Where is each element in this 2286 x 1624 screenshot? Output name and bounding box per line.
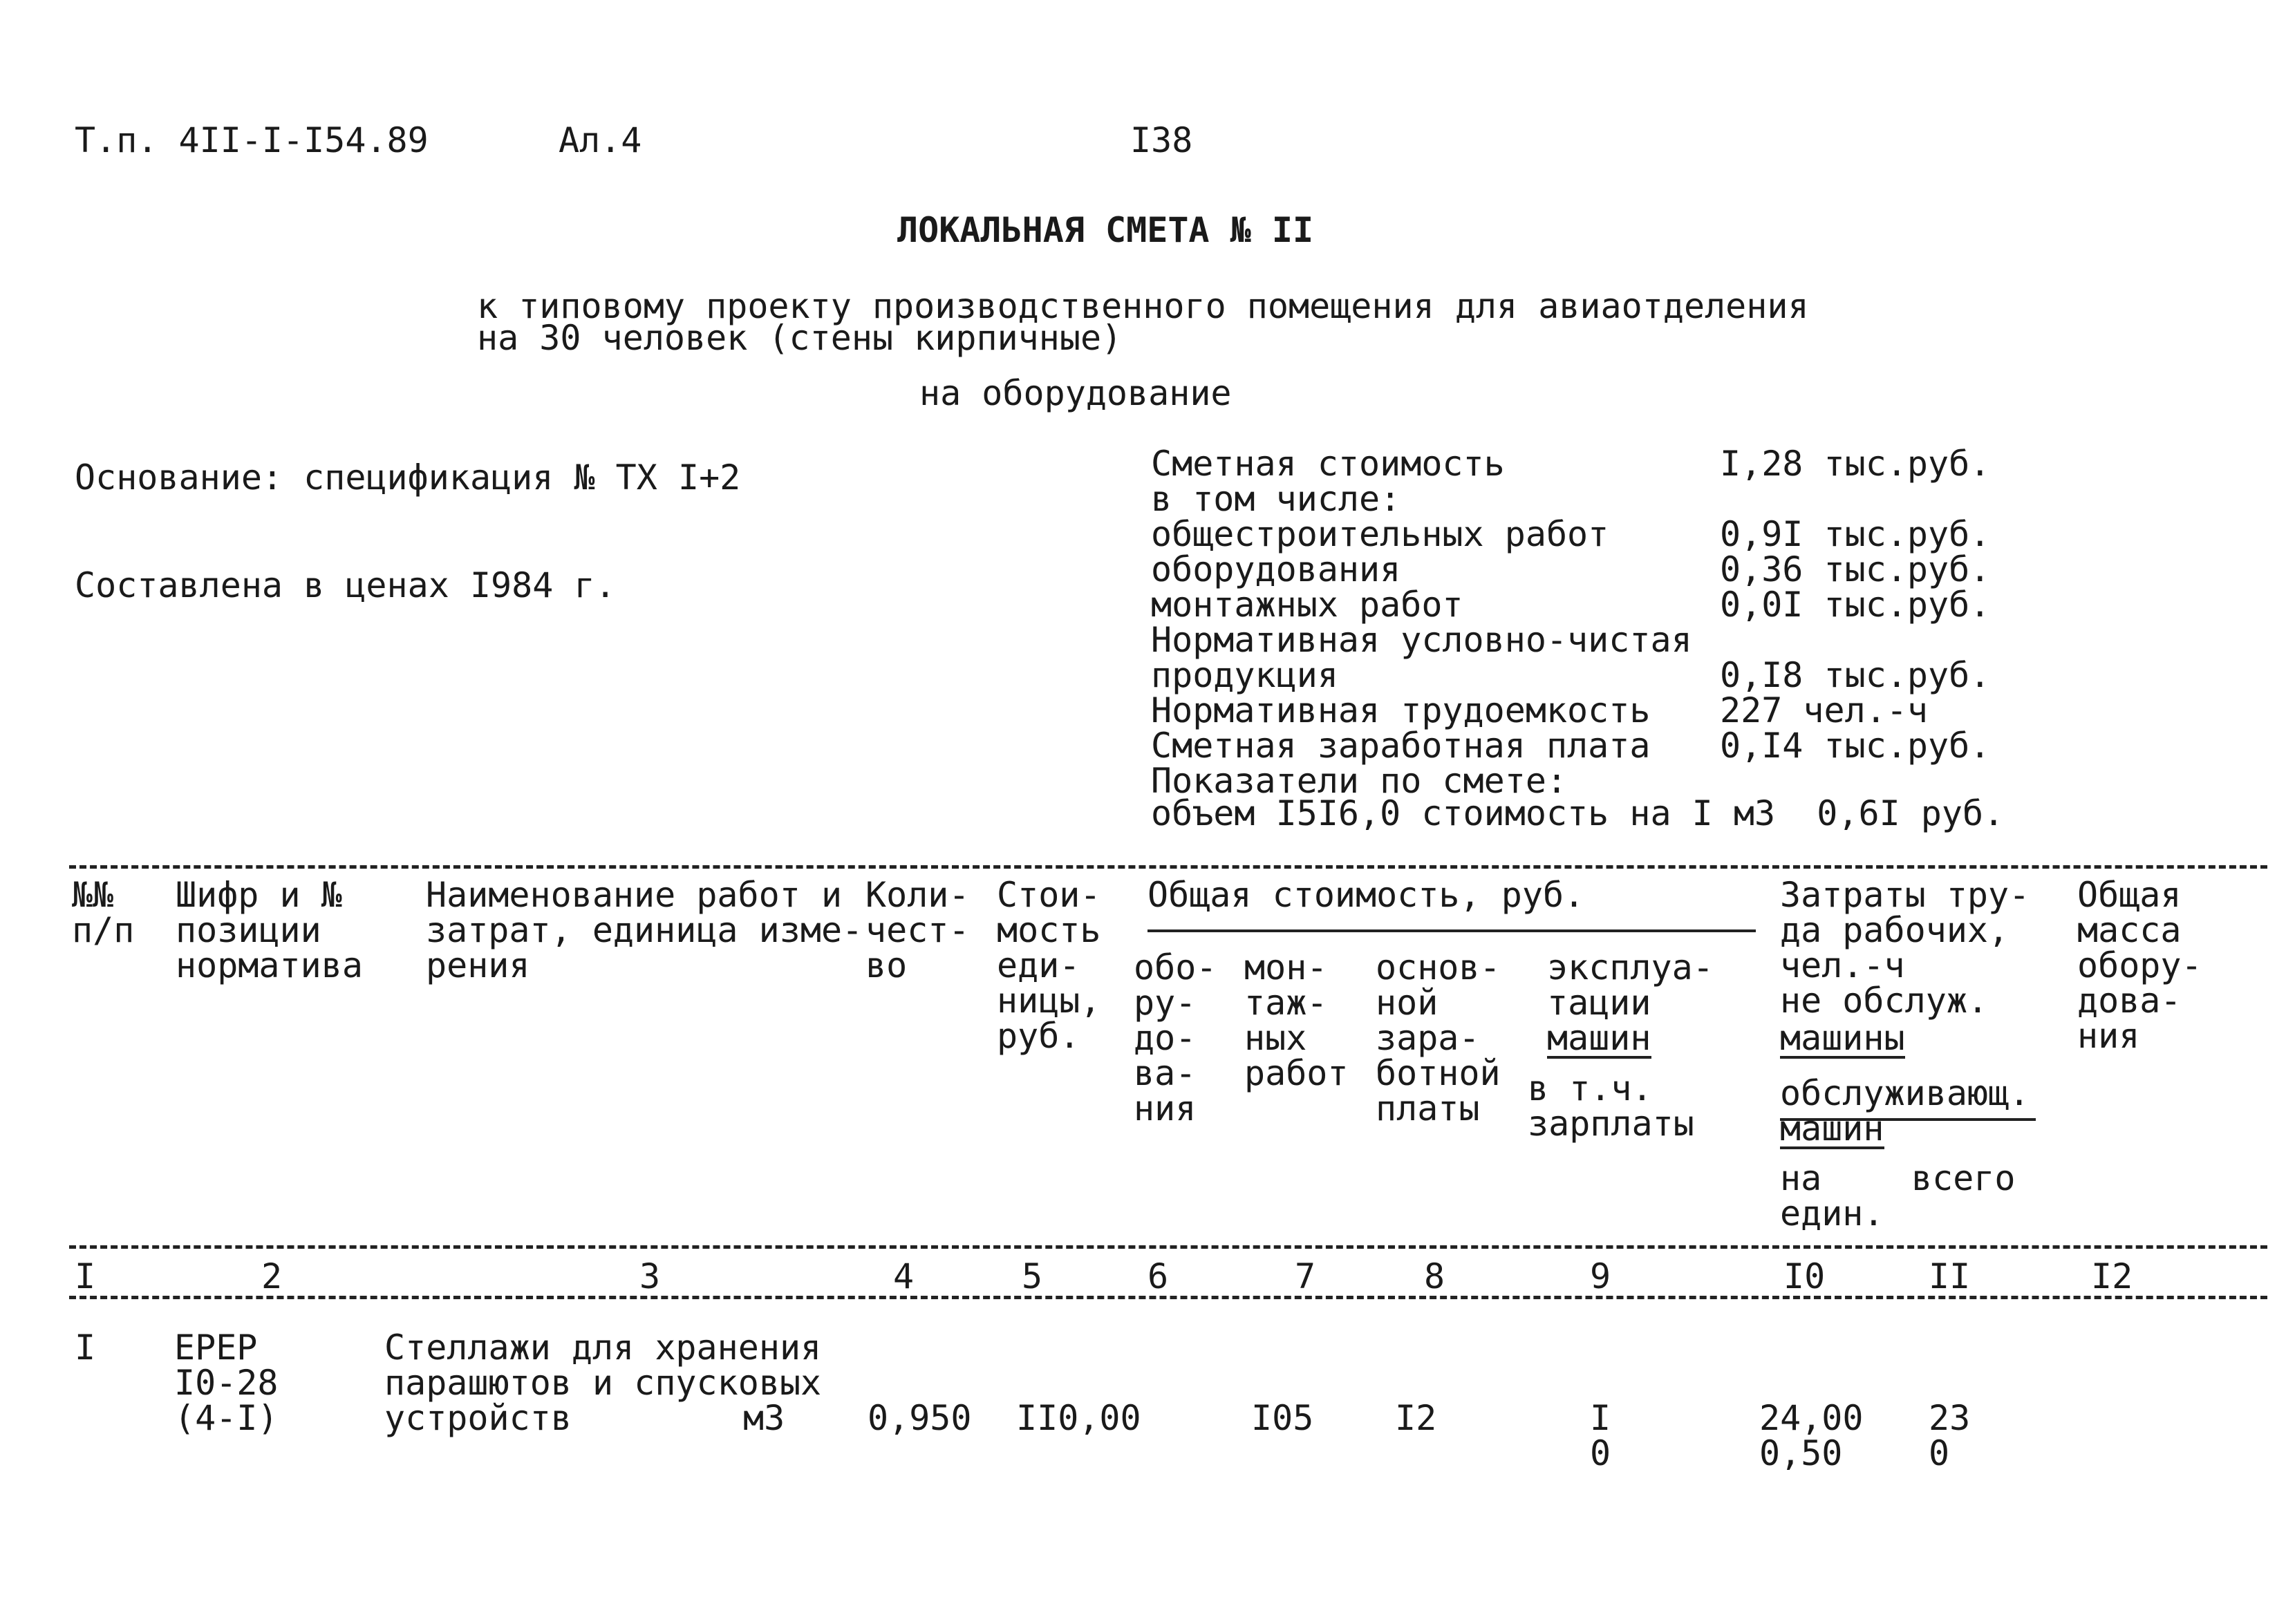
row-installation-cost: I05	[1251, 1398, 1314, 1438]
album-label: Ал.4	[559, 120, 642, 160]
header-col-12: Общая масса обору- дова- ния	[2077, 875, 2202, 1056]
summary-indicators-line: объем I5I6,0 стоимость на I м3 0,6I руб.	[1151, 793, 2005, 833]
row-unit-cost: II0,00	[1016, 1398, 1141, 1438]
header-col-10-servicing: обслуживающ.	[1780, 1073, 2030, 1113]
column-number: 7	[1295, 1256, 1316, 1296]
header-col-4: Коли- чест- во	[865, 875, 970, 985]
header-col-11-total: всего	[1911, 1158, 2016, 1198]
group-total-rule	[1147, 929, 1756, 932]
header-col-10-top: Затраты тру- да рабочих, чел.-ч не обслуж.	[1780, 875, 2030, 1021]
summary-value: 0,I4 тыс.руб.	[1720, 726, 1991, 766]
summary-label: общестроительных работ	[1151, 514, 1609, 554]
row-labor-per-unit-machines: 0,50	[1759, 1433, 1843, 1473]
summary-label: Нормативная условно-чистая	[1151, 620, 1692, 660]
summary-label: в том числе:	[1151, 479, 1401, 519]
basis-prices: Составлена в ценах I984 г.	[75, 565, 616, 605]
summary-label: продукция	[1151, 655, 1338, 695]
summary-label: монтажных работ	[1151, 585, 1463, 625]
summary-value: I,28 тыс.руб.	[1720, 444, 1991, 484]
header-col-9-machines: машин	[1547, 1018, 1651, 1058]
summary-value: 0,9I тыс.руб.	[1720, 514, 1991, 554]
header-col-1: №№ п/п	[72, 875, 135, 950]
summary-label: Нормативная трудоемкость	[1151, 690, 1651, 730]
row-code: ЕРЕР I0-28 (4-I)	[174, 1328, 279, 1438]
subtitle-line-3: на оборудование	[919, 373, 1232, 413]
column-number: II	[1929, 1256, 1971, 1296]
header-col-7: мон- таж- ных работ	[1244, 947, 1349, 1093]
column-number: I	[75, 1256, 96, 1296]
header-col-3: Наименование работ и затрат, единица изме- рения	[426, 875, 863, 985]
header-col-8: основ- ной зара- ботной платы	[1376, 947, 1501, 1129]
column-number: I0	[1783, 1256, 1826, 1296]
basis-specification: Основание: спецификация № ТХ I+2	[75, 457, 741, 498]
row-labor-total-machines: 0	[1929, 1433, 1950, 1473]
summary-value: 0,I8 тыс.руб.	[1720, 655, 1991, 695]
header-col-10-per-unit: на един.	[1780, 1158, 1884, 1234]
page-number: I38	[1130, 120, 1193, 160]
header-bottom-rule	[69, 1245, 2267, 1249]
header-col-9-bottom: в т.ч. зарплаты	[1528, 1068, 1694, 1144]
column-number: 4	[893, 1256, 915, 1296]
subtitle-line-2: на 30 человек (стены кирпичные)	[477, 318, 1123, 358]
row-number: I	[75, 1328, 96, 1368]
row-salary: I2	[1395, 1398, 1437, 1438]
column-number: 8	[1424, 1256, 1445, 1296]
row-machines-wage: 0	[1590, 1433, 1611, 1473]
subtitle-line-1: к типовому проекту производственного помещения для авиаотделения	[477, 286, 1809, 326]
summary-value: 0,0I тыс.руб.	[1720, 585, 1991, 625]
row-unit: м3	[743, 1398, 785, 1438]
summary-label: Сметная стоимость	[1151, 444, 1505, 484]
summary-label: оборудования	[1151, 549, 1401, 589]
row-quantity: 0,950	[868, 1398, 972, 1438]
header-col-6: обо- ру- до- ва- ния	[1134, 947, 1217, 1129]
summary-label: Показатели по смете:	[1151, 761, 1568, 801]
header-total-cost-group: Общая стоимость, руб.	[1147, 875, 1585, 915]
header-col-9-top: эксплуа- тации	[1547, 947, 1714, 1023]
summary-label: Сметная заработная плата	[1151, 726, 1651, 766]
header-col-5: Стои- мость еди- ницы, руб.	[997, 875, 1101, 1056]
row-name: Стеллажи для хранения парашютов и спусковых устройств	[384, 1328, 822, 1438]
summary-value: 227 чел.-ч	[1720, 690, 1929, 730]
row-labor-total: 23	[1929, 1398, 1971, 1438]
summary-value: 0,36 тыс.руб.	[1720, 549, 1991, 589]
row-machines: I	[1590, 1398, 1611, 1438]
header-col-10-machines-2: машин	[1780, 1108, 1884, 1149]
doc-reference: Т.п. 4II-I-I54.89	[75, 120, 429, 160]
table-top-rule	[69, 865, 2267, 869]
column-number: 2	[261, 1256, 283, 1296]
column-number: 3	[639, 1256, 661, 1296]
row-labor-per-unit: 24,00	[1759, 1398, 1864, 1438]
column-number: I2	[2091, 1256, 2133, 1296]
column-number: 9	[1590, 1256, 1611, 1296]
header-col-2: Шифр и № позиции норматива	[176, 875, 363, 985]
column-number: 6	[1147, 1256, 1169, 1296]
header-col-10-machines: машины	[1780, 1018, 1905, 1058]
column-number: 5	[1022, 1256, 1043, 1296]
document-title: ЛОКАЛЬНАЯ СМЕТА № II	[897, 210, 1314, 250]
